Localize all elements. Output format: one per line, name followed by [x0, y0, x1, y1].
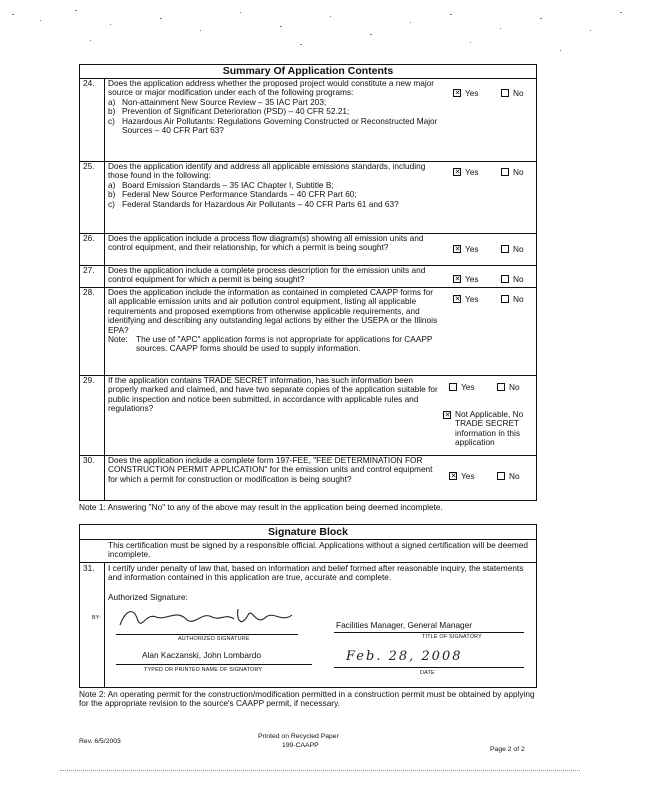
checked-box-icon [453, 168, 461, 176]
empty-box-icon [501, 275, 509, 283]
no-checkbox[interactable]: No [497, 471, 520, 481]
checked-box-icon [453, 275, 461, 283]
no-checkbox[interactable]: No [501, 88, 524, 98]
title-of-signatory-value: Facilities Manager, General Manager [336, 620, 473, 630]
empty-box-icon [497, 383, 505, 391]
signature-block [79, 524, 537, 688]
note-2: Note 2: An operating permit for the construction/modification permitted in a construction permit must be obtained by applying for the appropriate revision to the source's CAAPP permit, if necessary. [79, 689, 535, 709]
question-number: 29. [83, 375, 95, 385]
date-caption: DATE [420, 670, 435, 676]
empty-box-icon [501, 295, 509, 303]
column-divider [104, 78, 105, 500]
yes-checkbox[interactable]: ✕Yes [453, 167, 479, 177]
checked-box-icon [453, 245, 461, 253]
yes-checkbox[interactable]: ✕Yes [453, 294, 479, 304]
summary-title: Summary Of Application Contents [80, 65, 536, 79]
checked-box-icon [443, 411, 451, 419]
handwritten-signature [116, 603, 296, 633]
question-text: Does the application include a complete form 197-FEE, "FEE DETERMINATION FOR CONSTRUCTION PERMIT APPLICATION" for the emission units and control equipment for which a permit for construction or modification is being sought? [108, 455, 433, 484]
signature-line [116, 634, 298, 635]
question-item: b) Prevention of Significant Deterioration (PSD) – 40 CFR 52.21; [108, 106, 350, 117]
question-text: Does the application identify and address all applicable emissions standards, including those found in the following: a) Board Emission Standards – 35 IAC Chapter I, Subtitle B; b) Federal New Source Performance Standards – 40 CFR Part 60; c) Federal Standards for Hazardous Air Pollutants – 40 CFR Parts 61 and 63? [108, 162, 438, 209]
question-28 [80, 287, 536, 375]
question-number: 24. [83, 78, 95, 88]
question-item: b) Federal New Source Performance Standards – 40 CFR Part 60; [108, 189, 357, 200]
empty-box-icon [501, 89, 509, 97]
no-checkbox[interactable]: No [497, 382, 520, 392]
question-number: 31. [83, 563, 95, 573]
signature-title: Signature Block [80, 525, 536, 540]
name-line [116, 664, 312, 665]
question-27 [80, 265, 536, 287]
note-1: Note 1: Answering "No" to any of the above may result in the application being deemed incomplete. [79, 502, 443, 512]
date-line [334, 667, 524, 668]
no-checkbox[interactable]: No [501, 294, 524, 304]
question-note: Note: The use of "APC" application forms is not appropriate for applications for CAAPP sources. CAAPP forms should be used to supply information. [108, 334, 433, 354]
scan-noise [0, 0, 648, 60]
no-checkbox[interactable]: No [501, 167, 524, 177]
recycled-paper-note: Printed on Recycled Paper [258, 733, 339, 740]
yes-checkbox[interactable]: ✕ Yes [453, 274, 479, 284]
title-of-signatory-caption: TITLE OF SIGNATORY [422, 634, 482, 640]
question-item: c) Hazardous Air Pollutants: Regulations Governing Constructed or Reconstructed Major Sources – 40 CFR Part 63? [108, 115, 438, 136]
scan-noise-line [60, 770, 580, 771]
title-line [334, 632, 524, 633]
question-item: a) Board Emission Standards – 35 IAC Chapter I, Subtitle B; [108, 179, 334, 190]
not-applicable-checkbox[interactable]: ✕ Not Applicable, No TRADE SECRET information in this application [443, 410, 533, 448]
checked-box-icon [449, 472, 457, 480]
page-number: Page 2 of 2 [490, 746, 525, 753]
question-number: 26. [83, 233, 95, 243]
form-number: 199-CAAPP [282, 742, 319, 749]
question-item: c) Federal Standards for Hazardous Air Pollutants – 40 CFR Parts 61 and 63? [108, 198, 399, 209]
column-divider [104, 562, 105, 687]
question-text: Does the application include the information as contained in completed CAAPP forms for all applicable emission units and air pollution control equipment, listing all applicable requirements and proposed exemptions from otherwise applicable requirements, and identifying and describing any outstanding legal actions by either the USEPA or the Illinois EPA? Note: The use of "APC" application forms is not appropriate for applications for CAAPP sources. CAAPP forms should be used to supply information. [108, 287, 438, 354]
authorized-signature-caption: AUTHORIZED SIGNATURE [178, 636, 250, 642]
no-checkbox[interactable]: No [501, 274, 524, 284]
printed-name-value: Alan Kaczanski, John Lombardo [142, 650, 261, 660]
question-number: 28. [83, 287, 95, 297]
question-number: 25. [83, 161, 95, 171]
question-text: Does the application address whether the proposed project would constitute a new major source or major modification under each of the following programs: a) Non-attainment New Source Review – 35 IAC Part 203; b) Prevention of Significant Deterioration (PSD) – 40 CFR 52.21; c) Hazardous Air Pollutants: Regulations Governing Constructed or Reconstructed Major Sources – 40 CFR Part 63? [108, 78, 438, 136]
authorized-signature-label: Authorized Signature: [108, 592, 188, 602]
certification-text: I certify under penalty of law that, based on information and belief formed after reasonable inquiry, the statements and information contained in this application are true, accurate and complete. [108, 563, 524, 583]
question-item: a) Non-attainment New Source Review – 35 IAC Part 203; [108, 96, 327, 107]
question-text: Does the application include a process flow diagram(s) showing all emission units and control equipment, and their relationship, for which a permit is being sought? [108, 233, 424, 253]
handwritten-date: Feb. 28, 2008 [346, 649, 463, 664]
empty-box-icon [497, 472, 505, 480]
checked-box-icon [453, 89, 461, 97]
by-label: BY: [92, 615, 101, 621]
empty-box-icon [449, 383, 457, 391]
yes-checkbox[interactable]: ✕ Yes [453, 244, 479, 254]
question-text: If the application contains TRADE SECRET information, has such information been properly marked and claimed, and have two separate copies of the application suitable for public inspection and notice been submitted, in accordance with applicable rules and regulations? [108, 375, 438, 414]
question-number: 30. [83, 455, 95, 465]
empty-box-icon [501, 168, 509, 176]
question-30 [80, 455, 536, 500]
question-number: 27. [83, 265, 95, 275]
question-29 [80, 375, 536, 455]
yes-checkbox[interactable]: ✕ Yes [449, 471, 475, 481]
question-24 [80, 78, 536, 161]
yes-checkbox[interactable]: ✕Yes [453, 88, 479, 98]
question-25 [80, 161, 536, 233]
no-checkbox[interactable]: No [501, 244, 524, 254]
revision-date: Rev. 6/5/2003 [79, 738, 121, 745]
question-26 [80, 233, 536, 265]
summary-of-application-contents [79, 64, 537, 501]
signature-intro: This certification must be signed by a responsible official. Applications without a signed certification will be deemed incomplete. [108, 540, 528, 560]
empty-box-icon [501, 245, 509, 253]
checked-box-icon [453, 295, 461, 303]
yes-checkbox[interactable]: Yes [449, 382, 475, 392]
question-text: Does the application include a complete process description for the emission units and control equipment for which a permit is being sought? [108, 265, 426, 285]
printed-name-caption: TYPED OR PRINTED NAME OF SIGNATORY [144, 667, 263, 673]
